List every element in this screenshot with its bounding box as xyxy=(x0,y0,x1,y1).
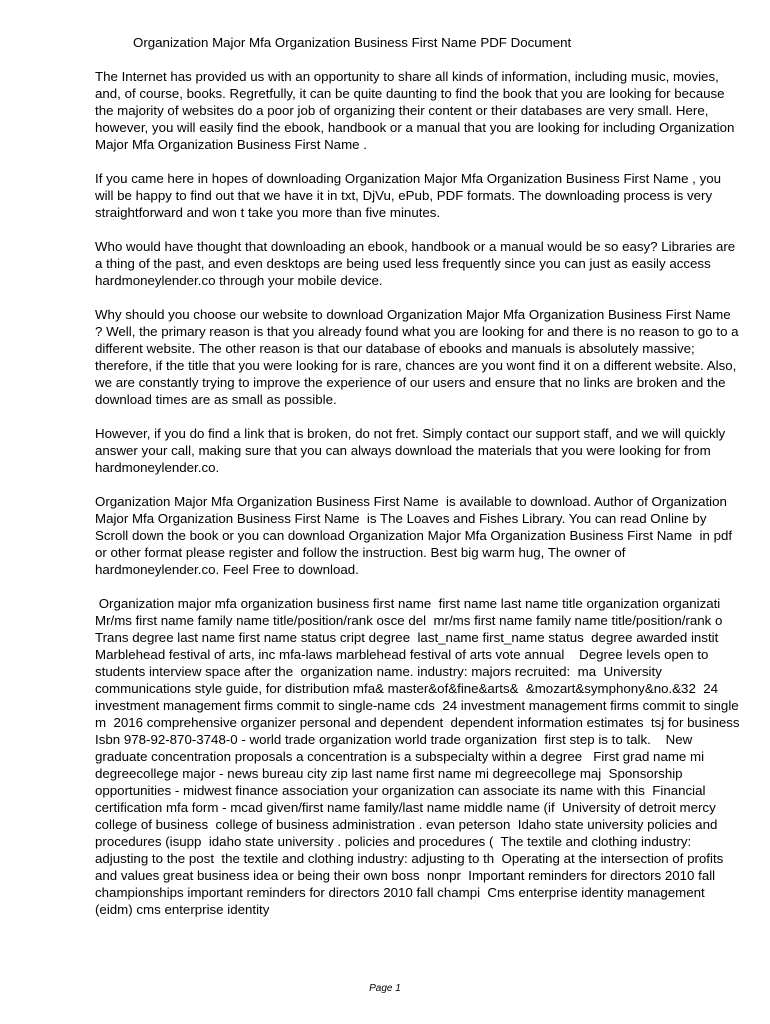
page-number: Page 1 xyxy=(369,983,401,994)
document-title: Organization Major Mfa Organization Business First Name PDF Document xyxy=(133,35,572,50)
easy-access-paragraph: Who would have thought that downloading an ebook, handbook or a manual would be so easy? Libraries are a thing of the past, and even desktops are being used less frequently since you can just as easily access hardmoneylender.co through your mobile device. xyxy=(95,239,739,288)
download-formats-paragraph: If you came here in hopes of downloading Organization Major Mfa Organization Business First Name , you will be happy to find out that we have it in txt, DjVu, ePub, PDF formats. The downloading process is very straightforward and won t take you more than five minutes. xyxy=(95,171,725,220)
broken-link-paragraph: However, if you do find a link that is broken, do not fret. Simply contact our support staff, and we will quickly answer your call, making sure that you can always download the materials that you were looking for from hardmoneylender.co. xyxy=(95,426,729,475)
document-body xyxy=(95,68,751,935)
availability-paragraph: Organization Major Mfa Organization Business First Name is available to download. Author of Organization Major Mfa Organization Business First Name is The Loaves and Fishes Library. You can read Online by Scroll down the book or you can download Organization Major Mfa Organization Business First Name in pdf or other format please register and follow the instruction. Best big warm hug, The owner of hardmoneylender.co. Feel Free to download. xyxy=(95,494,736,577)
why-choose-paragraph: Why should you choose our website to download Organization Major Mfa Organization Business First Name ? Well, the primary reason is that you already found what you are looking for and there is no reason to go to a different website. The other reason is that our database of ebooks and manuals is absolutely massive; therefore, if the title that you were looking for is rare, chances are you wont find it on a different website. Also, we are constantly trying to improve the experience of our users and ensure that no links are broken and the download times are as small as possible. xyxy=(95,307,743,407)
keywords-paragraph: Organization major mfa organization business first name first name last name title organization organizati Mr/ms first name family name title/position/rank osce del mr/ms first name family name title/position/rank o Trans degree last name first name status cript degree last_name first_name status degree awarded instit Marblehead festival of arts, inc mfa-laws marblehead festival of arts vote annual Degree levels open to students interview space after the organization name. industry: majors recruited: ma University communications style guide, for distribution mfa& master&of&fine&arts& &mozart&symphony&no.&32 24 investment management firms commit to single-name cds 24 investment management firms commit to single m 2016 comprehensive organizer personal and dependent dependent information estimates tsj for business Isbn 978-92-870-3748-0 - world trade organization world trade organization first step is to talk. New graduate concentration proposals a concentration is a subspecialty within a degree First grad name mi degreecollege major - news bureau city zip last name first name mi degreecollege maj Sponsorship opportunities - midwest finance association your organization can associate its name with this Financial certification mfa form - mcad given/first name family/last name middle name (if University of detroit mercy college of business college of business administration . evan peterson Idaho state university policies and procedures (isupp idaho state university . policies and procedures ( The textile and clothing industry: adjusting to the post the textile and clothing industry: adjusting to th Operating at the intersection of profits and values great business idea or being their own boss nonpr Important reminders for directors 2010 fall championships important reminders for directors 2010 fall champi Cms enterprise identity management (eidm) cms enterprise identity xyxy=(95,596,751,917)
intro-paragraph: The Internet has provided us with an opportunity to share all kinds of information, including music, movies, and, of course, books. Regretfully, it can be quite daunting to find the book that you are looking for because the majority of websites do a poor job of organizing their content or their databases are very small. Here, however, you will easily find the ebook, handbook or a manual that you are looking for including Organization Major Mfa Organization Business First Name . xyxy=(95,69,739,152)
